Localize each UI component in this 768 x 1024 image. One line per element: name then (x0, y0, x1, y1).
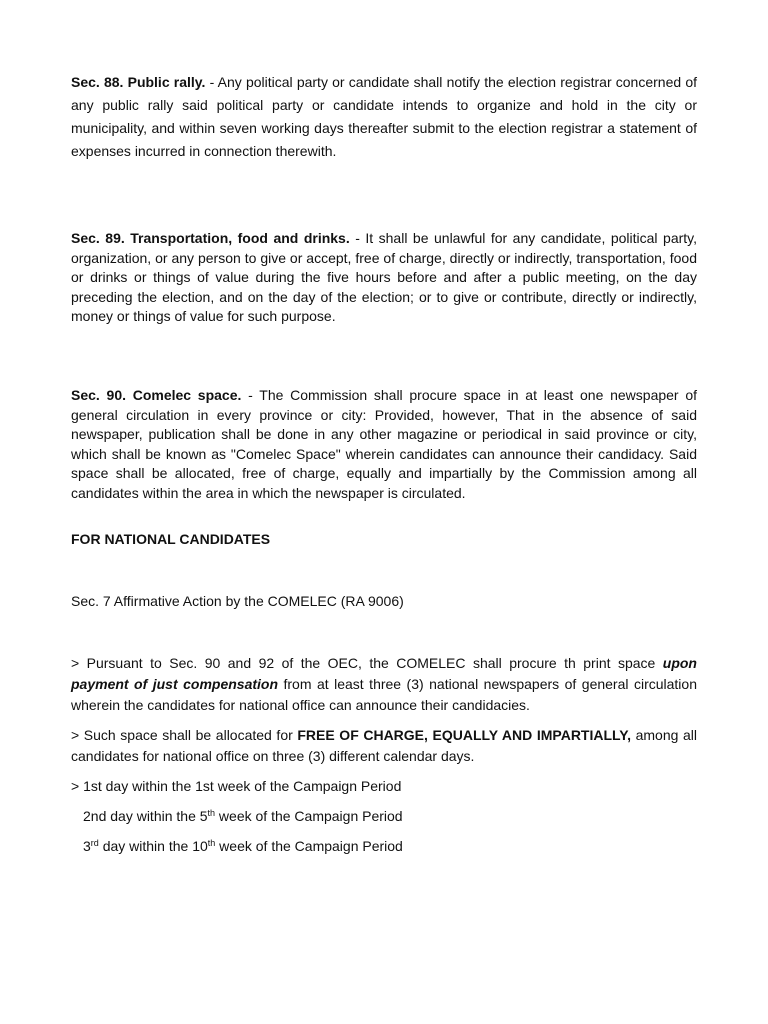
national-candidates-heading: FOR NATIONAL CANDIDATES (71, 531, 271, 547)
section-89-heading: Sec. 89. Transportation, food and drinks. (71, 230, 350, 246)
allocation-text-start: > Such space shall be allocated for (71, 727, 298, 743)
section-90-body: - The Commission shall procure space in at least one newspaper of general circulation in every province or city: Provided, however, That in the absence of said newspaper, publication shall be done in any other magazine or periodical in said province or city, which shall be known as "Comelec Space" wherein candidates can announce their candidacy. Said space shall be allocated, free of charge, equally and impartially by the Commission among all candidates within the area in which the newspaper is circulated. (71, 387, 698, 501)
day-2-text-a: 2nd day within the 5 (83, 808, 208, 824)
day-2-line (83, 808, 403, 824)
day-3-text-a: 3 (83, 838, 91, 854)
day-2-superscript: th (207, 808, 216, 818)
section-89-body: - It shall be unlawful for any candidate, political party, organization, or any person to give or accept, free of charge, directly or indirectly, transportation, food or drinks or things of value during the five hours before and after a public meeting, on the day preceding the election, and on the day of the election; or to give or contribute, directly or indirectly, money or things of value for such purpose. (71, 230, 698, 325)
section-90-paragraph (71, 386, 697, 504)
section-88-heading: Sec. 88. Public rally. (71, 74, 206, 90)
allocation-paragraph (71, 725, 697, 767)
day-3-text-c: week of the Campaign Period (215, 838, 403, 854)
pursuant-paragraph (71, 653, 697, 716)
day-3-superscript-2: th (207, 838, 216, 848)
section-7-title: Sec. 7 Affirmative Action by the COMELEC (RA 9006) (71, 593, 404, 609)
section-88-body: - Any political party or candidate shall notify the election registrar concerned of any public rally said political party or candidate intends to organize and hold in the city or municipality, and within seven working days thereafter submit to the election registrar a statement of expenses incurred in connection therewith. (71, 74, 697, 159)
pursuant-text-start: > Pursuant to Sec. 90 and 92 of the OEC, the COMELEC shall procure th print space (71, 655, 663, 671)
pursuant-emphasis: upon payment of just compensation (71, 655, 697, 692)
section-89-paragraph (71, 229, 697, 327)
day-3-superscript-1: rd (90, 838, 99, 848)
day-3-text-b: day within the 10 (98, 838, 208, 854)
pursuant-text-end: from at least three (3) national newspapers of general circulation wherein the candidates for national office can announce their candidacies. (71, 676, 697, 713)
section-88-paragraph (71, 71, 697, 163)
day-3-line (83, 838, 403, 854)
day-1-line: > 1st day within the 1st week of the Campaign Period (71, 778, 402, 794)
section-90-heading: Sec. 90. Comelec space. (71, 387, 242, 403)
allocation-text-end: among all candidates for national office on three (3) different calendar days. (71, 727, 697, 764)
day-2-text-b: week of the Campaign Period (215, 808, 403, 824)
allocation-emphasis: FREE OF CHARGE, EQUALLY AND IMPARTIALLY, (297, 727, 631, 743)
